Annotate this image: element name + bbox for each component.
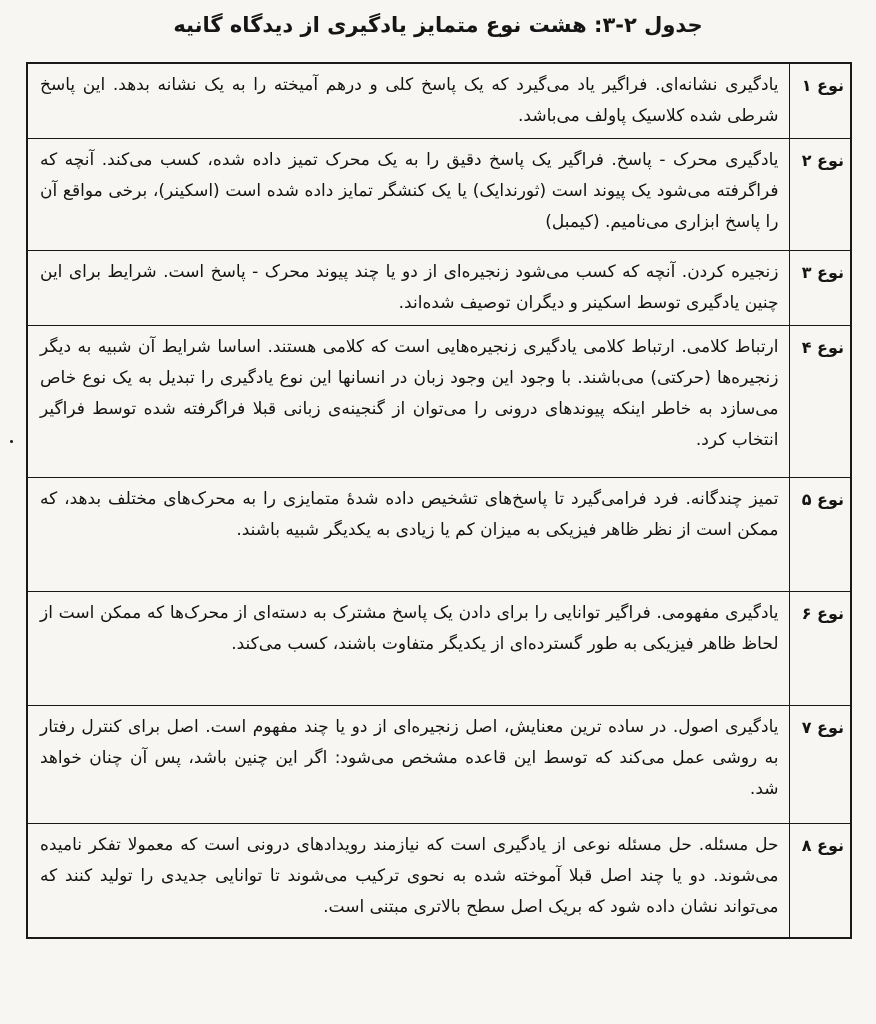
row-type-label: نوع ۱	[789, 63, 851, 139]
table-row	[27, 824, 851, 938]
row-description: یادگیری نشانه‌ای. فراگیر یاد می‌گیرد که یک پاسخ کلی و درهم آمیخته را به یک نشانه بدهد. این پاسخ شرطی شده کلاسیک پاولف می‌باشد.	[27, 63, 789, 139]
table-row	[27, 706, 851, 824]
row-description: ارتباط کلامی. ارتباط کلامی یادگیری زنجیره‌هایی است که کلامی هستند. اساسا شرایط آن شبیه به دیگر زنجیره‌ها (حرکتی) می‌باشند. با وجود این وجود زبان در انسانها این نوع یادگیری را تبدیل به یک نوع خاص می‌سازد به خاطر اینکه پیوندهای درونی را می‌توان از گنجینه‌ی زبانی قبلا فراگرفته شده توسط فراگیر انتخاب کرد.	[27, 326, 789, 478]
row-type-label: نوع ۲	[789, 139, 851, 251]
row-type-label: نوع ۷	[789, 706, 851, 824]
row-type-label: نوع ۶	[789, 592, 851, 706]
row-description: زنجیره کردن. آنچه که کسب می‌شود زنجیره‌ای از دو یا چند پیوند محرک - پاسخ است. شرایط برای این چنین یادگیری توسط اسکینر و دیگران توصیف شده‌اند.	[27, 251, 789, 326]
row-type-label: نوع ۴	[789, 326, 851, 478]
row-description: یادگیری محرک - پاسخ. فراگیر یک پاسخ دقیق را به یک محرک تمیز داده شده، کسب می‌کند. آنچه که فراگرفته می‌شود یک پیوند است (ثورندایک) یا یک کنشگر تمایز داده شده است (اسکینر)، برخی مواقع آن را پاسخ ابزاری می‌نامیم. (کیمبل)	[27, 139, 789, 251]
learning-types-table	[26, 62, 852, 939]
row-description: یادگیری اصول. در ساده ترین معنایش، اصل زنجیره‌ای از دو یا چند مفهوم است. اصل برای کنترل رفتار به روشی عمل می‌کند که توسط این قاعده مشخص می‌شود: اگر این چنین باشد، پس آن چنان خواهد شد.	[27, 706, 789, 824]
table-row	[27, 63, 851, 139]
row-description: یادگیری مفهومی. فراگیر توانایی را برای دادن یک پاسخ مشترک به دسته‌ای از محرک‌ها که ممکن است از لحاظ ظاهر فیزیکی به طور گسترده‌ای از یکدیگر متفاوت باشند، کسب می‌کند.	[27, 592, 789, 706]
margin-dot	[10, 440, 13, 443]
row-type-label: نوع ۳	[789, 251, 851, 326]
row-type-label: نوع ۸	[789, 824, 851, 938]
row-description: حل مسئله. حل مسئله نوعی از یادگیری است که نیازمند رویدادهای درونی است که معمولا تفکر نامیده می‌شوند. دو یا چند اصل قبلا آموخته شده به نحوی ترکیب می‌شوند تا توانایی جدیدی را تولید کنند که می‌تواند نشان داده شود که بریک اصل سطح بالاتری مبتنی است.	[27, 824, 789, 938]
table-row	[27, 478, 851, 592]
table-row	[27, 592, 851, 706]
table-title: جدول ۲-۳: هشت نوع متمایز یادگیری از دیدگاه گانیه	[173, 13, 703, 37]
row-type-label: نوع ۵	[789, 478, 851, 592]
table-row	[27, 326, 851, 478]
table-row	[27, 251, 851, 326]
row-description: تمیز چندگانه. فرد فرامی‌گیرد تا پاسخ‌های تشخیص داده شدهٔ متمایزی را به محرک‌های مختلف بدهد، که ممکن است از نظر ظاهر فیزیکی به میزان کم یا زیادی به یکدیگر شبیه باشند.	[27, 478, 789, 592]
table-row	[27, 139, 851, 251]
